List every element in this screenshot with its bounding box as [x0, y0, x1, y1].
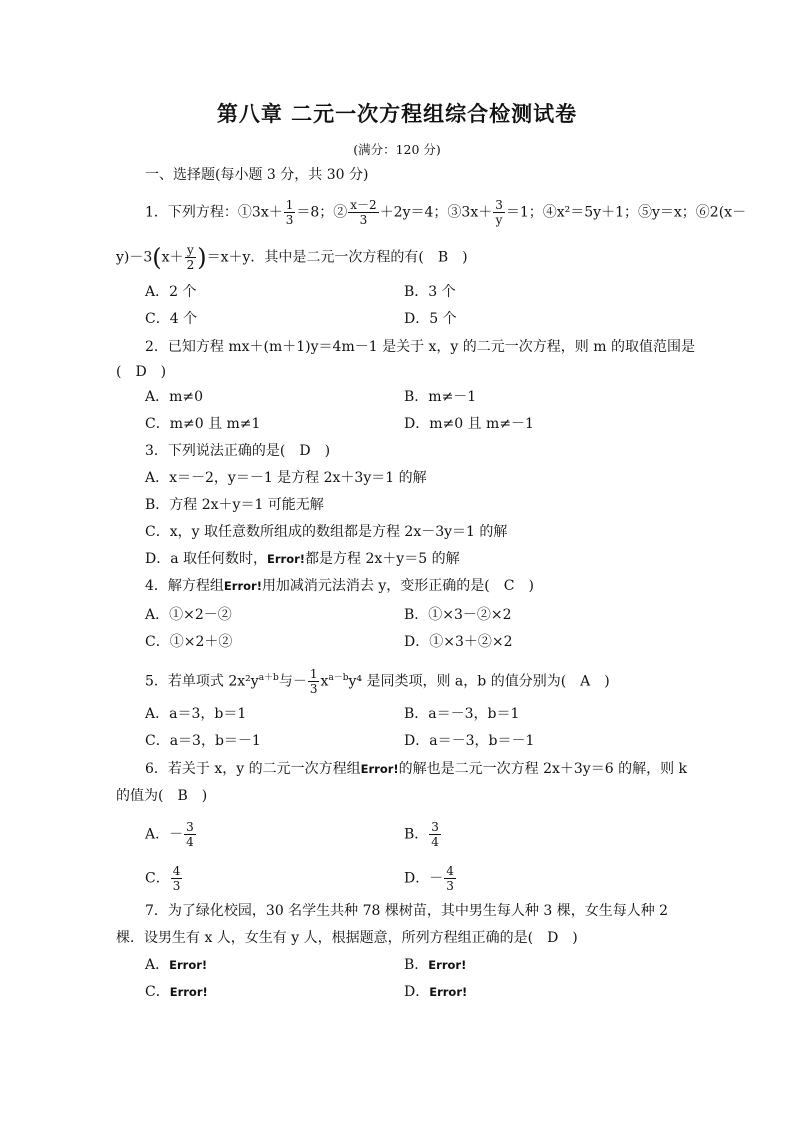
q3-d-text-a: D．a 取任何数时， — [145, 551, 268, 567]
question-1-line-2 — [116, 243, 468, 272]
q6-a-label: A．－ — [145, 826, 184, 843]
q6-a-den: 4 — [186, 835, 194, 849]
q1-f3-den: y — [495, 213, 503, 227]
question-1-line-1 — [145, 198, 746, 227]
q7-a-label: A． — [145, 957, 170, 973]
question-5 — [145, 667, 610, 696]
q6-d-fraction — [444, 864, 456, 893]
q6-a-num: 3 — [186, 820, 194, 834]
q4-text-a: 4．解方程组 — [145, 578, 224, 594]
question-2-line-2: ( D ) — [116, 364, 167, 380]
error-placeholder: Error! — [428, 958, 467, 972]
q6-option-a — [145, 820, 197, 849]
q3-option-d — [145, 549, 460, 569]
q5-option-c: C．a＝3，b＝－1 — [145, 733, 261, 749]
q1-fraction-2 — [348, 198, 378, 227]
q1-text-d: ＝1；④x²＝5y＋1；⑤y＝x；⑥2(x－ — [505, 204, 747, 221]
error-placeholder: Error! — [267, 552, 306, 566]
page-subtitle: (满分：120 分) — [353, 142, 441, 157]
q4-option-a: A．①×2－② — [145, 607, 232, 623]
error-placeholder: Error! — [360, 762, 399, 776]
q5-text-c: x — [320, 673, 329, 690]
q7-option-a — [145, 955, 207, 975]
q1-text-f: x＋ — [161, 249, 184, 266]
q6-b-num: 3 — [431, 820, 439, 834]
q1-option-a: A．2 个 — [145, 284, 197, 300]
q4-option-c: C．①×2＋② — [145, 634, 233, 650]
q1-f1-den: 3 — [285, 213, 294, 227]
q1-fraction-3 — [493, 198, 505, 227]
error-placeholder: Error! — [223, 579, 262, 593]
q5-text-d: y⁴ 是同类项，则 a，b 的值分别为( A ) — [348, 673, 610, 690]
q1-option-b: B．3 个 — [404, 284, 456, 300]
q3-option-c: C．x，y 取任意数所组成的数组都是方程 2x－3y＝1 的解 — [145, 524, 508, 540]
q7-option-b — [404, 955, 466, 975]
q6-text-a: 6．若关于 x，y 的二元一次方程组 — [145, 761, 361, 777]
q5-fraction — [308, 667, 320, 696]
q6-a-fraction — [184, 820, 196, 849]
question-2-line-1: 2．已知方程 mx＋(m＋1)y＝4m－1 是关于 x，y 的二元一次方程，则 m 的取值范围是 — [145, 339, 695, 355]
q1-text-a: 1．下列方程：①3x＋ — [145, 204, 283, 221]
q1-fraction-4 — [185, 243, 197, 272]
q6-b-label: B． — [404, 826, 429, 843]
error-placeholder: Error! — [429, 985, 468, 999]
q5-exponent-1: a＋b — [258, 672, 279, 683]
q3-option-a: A．x＝－2，y＝－1 是方程 2x＋3y＝1 的解 — [145, 470, 427, 486]
q6-c-num: 4 — [172, 864, 181, 878]
question-7-line-2: 棵．设男生有 x 人，女生有 y 人，根据题意，所列方程组正确的是( D ) — [116, 930, 578, 946]
q5-f-num: 1 — [309, 667, 318, 681]
page-title: 第八章 二元一次方程组综合检测试卷 — [216, 102, 578, 126]
q1-text-e: y)－3 — [116, 249, 153, 266]
q6-d-den: 3 — [446, 879, 454, 893]
q1-f3-num: 3 — [495, 198, 503, 212]
q1-f2-num: x－2 — [350, 198, 377, 212]
question-4 — [145, 576, 534, 596]
q6-option-b — [404, 820, 442, 849]
q2-option-b: B．m≠－1 — [404, 389, 477, 405]
question-6-line-1 — [145, 759, 687, 779]
q7-d-label: D． — [404, 984, 430, 1000]
q1-option-d: D．5 个 — [404, 311, 457, 327]
q3-d-text-b: 都是方程 2x＋y＝5 的解 — [305, 551, 460, 567]
q4-option-b: B．①×3－②×2 — [404, 607, 512, 623]
q2-option-c: C．m≠0 且 m≠1 — [145, 416, 261, 432]
q1-text-c: ＋2y＝4；③3x＋ — [379, 204, 493, 221]
question-6-line-2: 的值为( B ) — [116, 788, 208, 804]
q6-b-den: 4 — [431, 835, 439, 849]
q5-text-b: 与－ — [278, 673, 307, 690]
q6-c-den: 3 — [172, 879, 181, 893]
q1-fraction-1 — [284, 198, 296, 227]
q1-f4-den: 2 — [186, 258, 195, 272]
q2-option-a: A．m≠0 — [145, 389, 204, 405]
q3-option-b: B．方程 2x＋y＝1 可能无解 — [145, 497, 324, 513]
q1-text-g: ＝x＋y．其中是二元一次方程的有( B ) — [206, 249, 468, 266]
q6-d-num: 4 — [446, 864, 454, 878]
q6-c-label: C． — [145, 870, 170, 887]
q7-option-c — [145, 982, 208, 1002]
q5-option-b: B．a＝－3，b＝1 — [404, 706, 520, 722]
q2-option-d: D．m≠0 且 m≠－1 — [404, 416, 534, 432]
section-heading: 一、选择题(每小题 3 分，共 30 分) — [145, 167, 369, 183]
q6-option-c — [145, 864, 183, 893]
left-paren-glyph: ( — [152, 243, 162, 272]
q6-text-b: 的解也是二元一次方程 2x＋3y＝6 的解，则 k — [398, 761, 687, 777]
q1-f4-num: y — [186, 243, 194, 257]
q6-option-d — [404, 864, 457, 893]
q1-text-b: ＝8；② — [296, 204, 348, 221]
q1-f1-num: 1 — [285, 198, 294, 212]
q4-option-d: D．①×3＋②×2 — [404, 634, 513, 650]
q7-b-label: B． — [404, 957, 429, 973]
q6-b-fraction — [429, 820, 441, 849]
right-paren-glyph: ) — [197, 243, 207, 272]
question-3: 3．下列说法正确的是( D ) — [145, 443, 331, 459]
q5-text-a: 5．若单项式 2x²y — [145, 673, 259, 690]
error-placeholder: Error! — [169, 958, 208, 972]
q5-exponent-2: a－b — [328, 672, 349, 683]
q5-option-d: D．a＝－3，b＝－1 — [404, 733, 535, 749]
q6-c-fraction — [171, 864, 183, 893]
q7-option-d — [404, 982, 467, 1002]
q5-option-a: A．a＝3，b＝1 — [145, 706, 247, 722]
q7-c-label: C． — [145, 984, 170, 1000]
q5-f-den: 3 — [309, 682, 318, 696]
q4-text-b: 用加减消元法消去 y，变形正确的是( C ) — [261, 578, 534, 594]
q1-option-c: C．4 个 — [145, 311, 198, 327]
error-placeholder: Error! — [169, 985, 208, 999]
q6-d-label: D．－ — [404, 870, 444, 887]
q1-f2-den: 3 — [359, 213, 368, 227]
question-7-line-1: 7．为了绿化校园，30 名学生共种 78 棵树苗，其中男生每人种 3 棵，女生每人种 2 — [145, 903, 669, 919]
